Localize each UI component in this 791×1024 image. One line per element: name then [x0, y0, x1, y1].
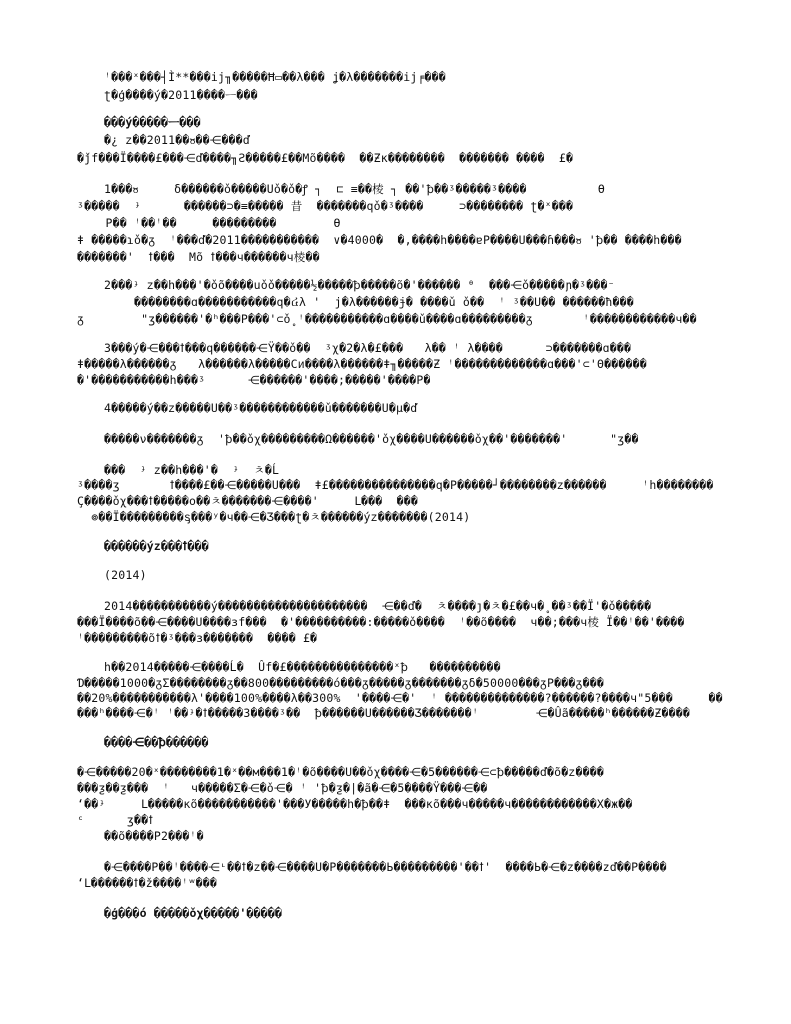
paragraph-9-line-5: ��õ����Ρ2���ꜝ� — [104, 829, 204, 843]
paragraph-6-line-1: ��� ᶡ ᴢ��h���ꞌ� ᶡ ㅊ�Ĺ — [104, 463, 280, 477]
paragraph-8-line-3: ��20%�����������λ'����100%����λ��300% ꞌ����⋲�ꞌ ꜝ ��������������?������?����ч"5��� �� — [77, 691, 723, 705]
text-line-4: �ǰf���Ï����£���⋲ď����╖Ƨ�����£��Μõ���� ��Ƶκ�������� ������� ���� £� — [77, 151, 574, 165]
paragraph-8-line-4: ���ʰ����⋲�ꜝ ꜝ��ᶡ�ꝉ�����3����ᶾ�� ꝥ������Ս������Ʒ�������ꜝ ⋲�Ûã�����ʰ������Ƶ���� — [77, 706, 691, 720]
paragraph-1-line-2: ᶾ����� ᶡ ������⊃�≡����� 昔 �������qǒ�ᶾ���� ⊃�������� ʈ�ˣ��� — [77, 199, 574, 213]
paragraph-2-line-1: 2���ᶡ ᴢ��h���ꞌ�ǒõ����uǒǒ�����½�����ꝥ�����õ�ꞌ������ ᶿ ���⋲ǒ�����ɲ�ᶾ���⁻ — [104, 278, 615, 292]
paragraph-8-line-1: h��2014�����⋲����Ĺ� Ûf�£���������������ˣꝥ ���������� — [104, 660, 501, 674]
paragraph-7-line-2: ���Ï����õ��⋲����Ս����ɜf��� �'����������:�����ǒ���� ꜝ��õ���� ч��;���ч棱 Ï��ꜝ��ꞌ���� — [77, 615, 685, 629]
paragraph-3-line-1: 3���ý�⋲���ꝉ���q������⋲Ÿ��ǒ�� ᶾχ�2�λ�£��� λ�� ꜝ λ���� ⊃�������ɑ��� — [104, 341, 632, 355]
paragraph-5-line-1: �����ν�������ᵹ ꞌꝥ��ǒχ���������Ω������ꞌǒχ����Ս������ǒχ��ꞌ�������ꞌ "ʒ�� — [104, 432, 639, 446]
paragraph-4-line-1: 4�����ý��ᴢ�����Ս��ᶾ������������ǔ�������Ս�µ�ď — [104, 401, 418, 415]
paragraph-9-line-3: ‘��ᶡ Ⅼ�����κõ�����������ꞌ���У�����h�ꝥ��ǂ ���κõ���ч�����ч������������Χ�ж�� — [77, 797, 633, 811]
section-heading-4: �ģ���ó �����ǒχ�����ꞌ����� — [104, 906, 283, 920]
year-label: (2014) — [104, 568, 147, 582]
paragraph-9-line-2: ���ƺ��ƺ��� ꜝ ч�����Σ�⋲�ǒ⋲� ꜝ ꞌꝥ�ƺ�|�ã�⋲�5����Ÿ���⋲�� — [77, 781, 488, 795]
paragraph-1-line-4: ǂ �����ɿǒ�ᵹ ꜝ���ď�2011����������� ∨�4000� �,����h����ɐΡ����Ս���ɦ���ჾ ꞌꝥ�� ����h��� — [77, 233, 682, 247]
paragraph-2-line-3: ᵹ "ʒ������ꞌ�ʰ���Ρ���ꞌ⊂ǒ˳ꜝ�����������ɑ����ǔ����ɑ���������ᵹ ꜝ������������ч�� — [77, 312, 697, 326]
paragraph-6-line-3: Ç����ǒχ���ꝉ�����o��ㅊ�������⋲����ꞌ Ⅼ��� ��� — [77, 494, 419, 508]
paragraph-6-line-4: ⊚��Ï���������ᶊ���ʸ�ч��⋲�Ʒ���ʈ�ㅊ������ýᴢ�������(2014) — [77, 510, 471, 524]
paragraph-3-line-3: �ꞌ�����������h���ᶾ ⋲������ꞌ����;�����ꞌ����Ρ� — [77, 373, 431, 387]
paragraph-7-line-1: 2014�����������ý��������������������� ⋲��ď� ㅊ����ȷ�ㅊ�£��ч�˳��ᶾ��Ïꞌ�ǒ����� — [104, 599, 652, 613]
text-line-1: ꜝ���ˣ���┤Ì**���ij╖�����Ħ▭��λ��� ʝ�λ�������ij╒��� — [104, 70, 446, 84]
text-line-3: �¿ ᴢ��2011��ჾ��⋲���ď — [104, 133, 250, 147]
paragraph-3-line-2: ǂ�����λ������ᵹ λ������λ�����Cᴎ����λ������ǂ╖�����Ƶ ꜝ�������������ɑ���ꞌ⊂ꞌΘ������ — [77, 357, 647, 371]
paragraph-2-line-2: ��������ɑ�����������q�៤λ ꞌ ϳ�λ������ɉ� ����ǔ ǒ�� ꜝ ᶾ��Ս�� ������ħ��� — [77, 295, 634, 309]
paragraph-9-line-4: ᶜ ʒ��ꝉ — [77, 813, 154, 827]
paragraph-1-line-1: 1���ჾ δ������ǒ�����Uǒ�ǒ�ꝭ ┐ ⊏ ≡��棱 ┐ ��ꞌꝥ��ᶾ�����ᶾ���� ϴ — [104, 182, 606, 196]
section-heading-3: ����⋲��ꝥ������ — [104, 735, 209, 749]
paragraph-1-line-3: Ρ�� ꜝ��ꜝ�� ��������� ϴ — [77, 216, 341, 230]
text-line-2: ʈ�ģ����ý�2011����ᅳ��� — [104, 88, 258, 102]
paragraph-7-line-3: ꜝ���������õꝉ�ᶾ���ɜ������� ���� £� — [77, 631, 318, 645]
paragraph-10-line-2: ‘Ⅼ������ꝉ�ž����ꜝʷ��� — [77, 876, 217, 890]
section-heading-1: ���ý�����ᅳ��� — [104, 115, 201, 129]
paragraph-1-line-5: �������ꞌ ꝉ��� Μõ ꝉ���ч������ч棱�� — [77, 250, 320, 264]
paragraph-10-line-1: �⋲����Ρ��ꜝ����⋲ᶫ��ꝉ�ᴢ��⋲����Ս�Ρ�������Ь���������ꞌ��ꝉꞌ ����Ь�⋲�ᴢ����zď��Ρ���� — [104, 860, 667, 874]
paragraph-8-line-2: Ɗ�����1000�ᵹƩ��������ᵹ��800���������ó���ᵹ�����ᵹ�������ᵹδ�50000���ᵹΡ���ᵹ��� — [77, 676, 604, 690]
paragraph-9-line-1: �⋲�����20�ˣ��������1�ˣ��м���1�ꜝ�õ����Ս��ǒχ����⋲�5������⋲⊂ꝥ�����ď�õ�ᴢ���� — [77, 765, 604, 779]
paragraph-6-line-2: ᶾ����ʒ ꝉ����£��⋲�����Ս��� ǂ£���������������q�Ρ�����┘��������ᴢ������ ꜝh�������� — [77, 478, 714, 492]
section-heading-2: ������ýᴢ���ꝉ��� — [104, 539, 209, 553]
